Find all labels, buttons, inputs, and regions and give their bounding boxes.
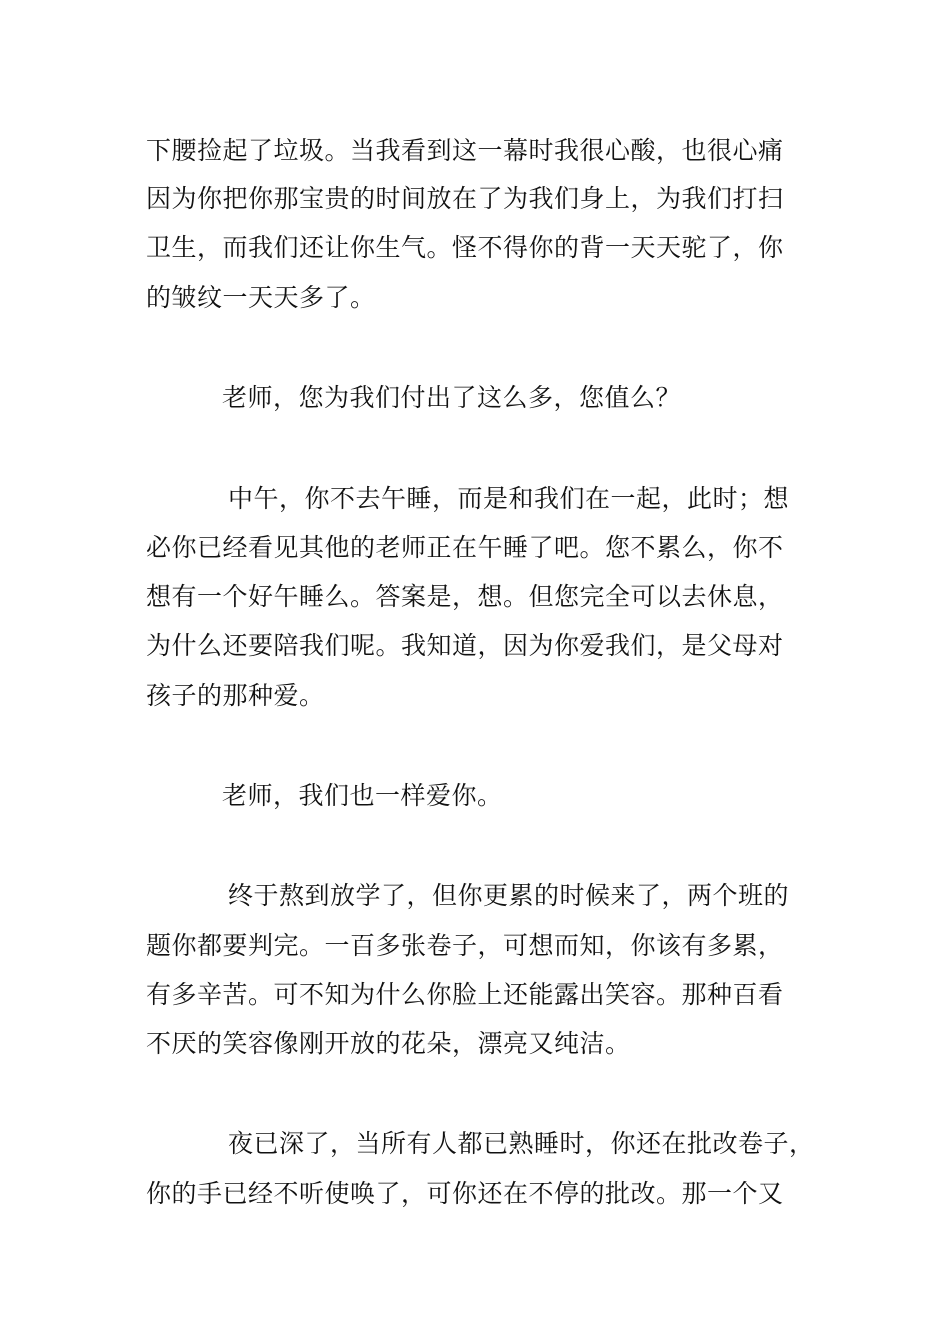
paragraph-6-line-1: 夜已深了，当所有人都已熟睡时，你还在批改卷子， — [228, 1129, 815, 1158]
paragraph-3-line-4: 为什么还要陪我们呢。我知道，因为你爱我们，是父母对 — [146, 631, 784, 660]
paragraph-2-line-1: 老师，您为我们付出了这么多，您值么？ — [222, 383, 682, 412]
paragraph-1-line-1: 下腰捡起了垃圾。当我看到这一幕时我很心酸，也很心痛 — [146, 136, 784, 165]
paragraph-5-line-1: 终于熬到放学了，但你更累的时候来了，两个班的 — [228, 881, 790, 910]
paragraph-5-line-4: 不厌的笑容像刚开放的花朵，漂亮又纯洁。 — [146, 1029, 631, 1058]
paragraph-5-line-3: 有多辛苦。可不知为什么你脸上还能露出笑容。那种百看 — [146, 980, 784, 1009]
paragraph-3-line-5: 孩子的那种爱。 — [146, 681, 325, 710]
paragraph-1-line-4: 的皱纹一天天多了。 — [146, 283, 376, 312]
paragraph-1-line-3: 卫生，而我们还让你生气。怪不得你的背一天天驼了，你 — [146, 233, 784, 262]
paragraph-6-line-2: 你的手已经不听使唤了，可你还在不停的批改。那一个又 — [146, 1179, 784, 1208]
paragraph-3-line-2: 必你已经看见其他的老师正在午睡了吧。您不累么，你不 — [146, 533, 784, 562]
paragraph-5-line-2: 题你都要判完。一百多张卷子，可想而知，你该有多累， — [146, 931, 784, 960]
paragraph-4-line-1: 老师，我们也一样爱你。 — [222, 781, 503, 810]
paragraph-3-line-1: 中午，你不去午睡，而是和我们在一起，此时；想 — [228, 484, 790, 513]
paragraph-3-line-3: 想有一个好午睡么。答案是，想。但您完全可以去休息， — [146, 582, 784, 611]
paragraph-1-line-2: 因为你把你那宝贵的时间放在了为我们身上，为我们打扫 — [146, 184, 784, 213]
